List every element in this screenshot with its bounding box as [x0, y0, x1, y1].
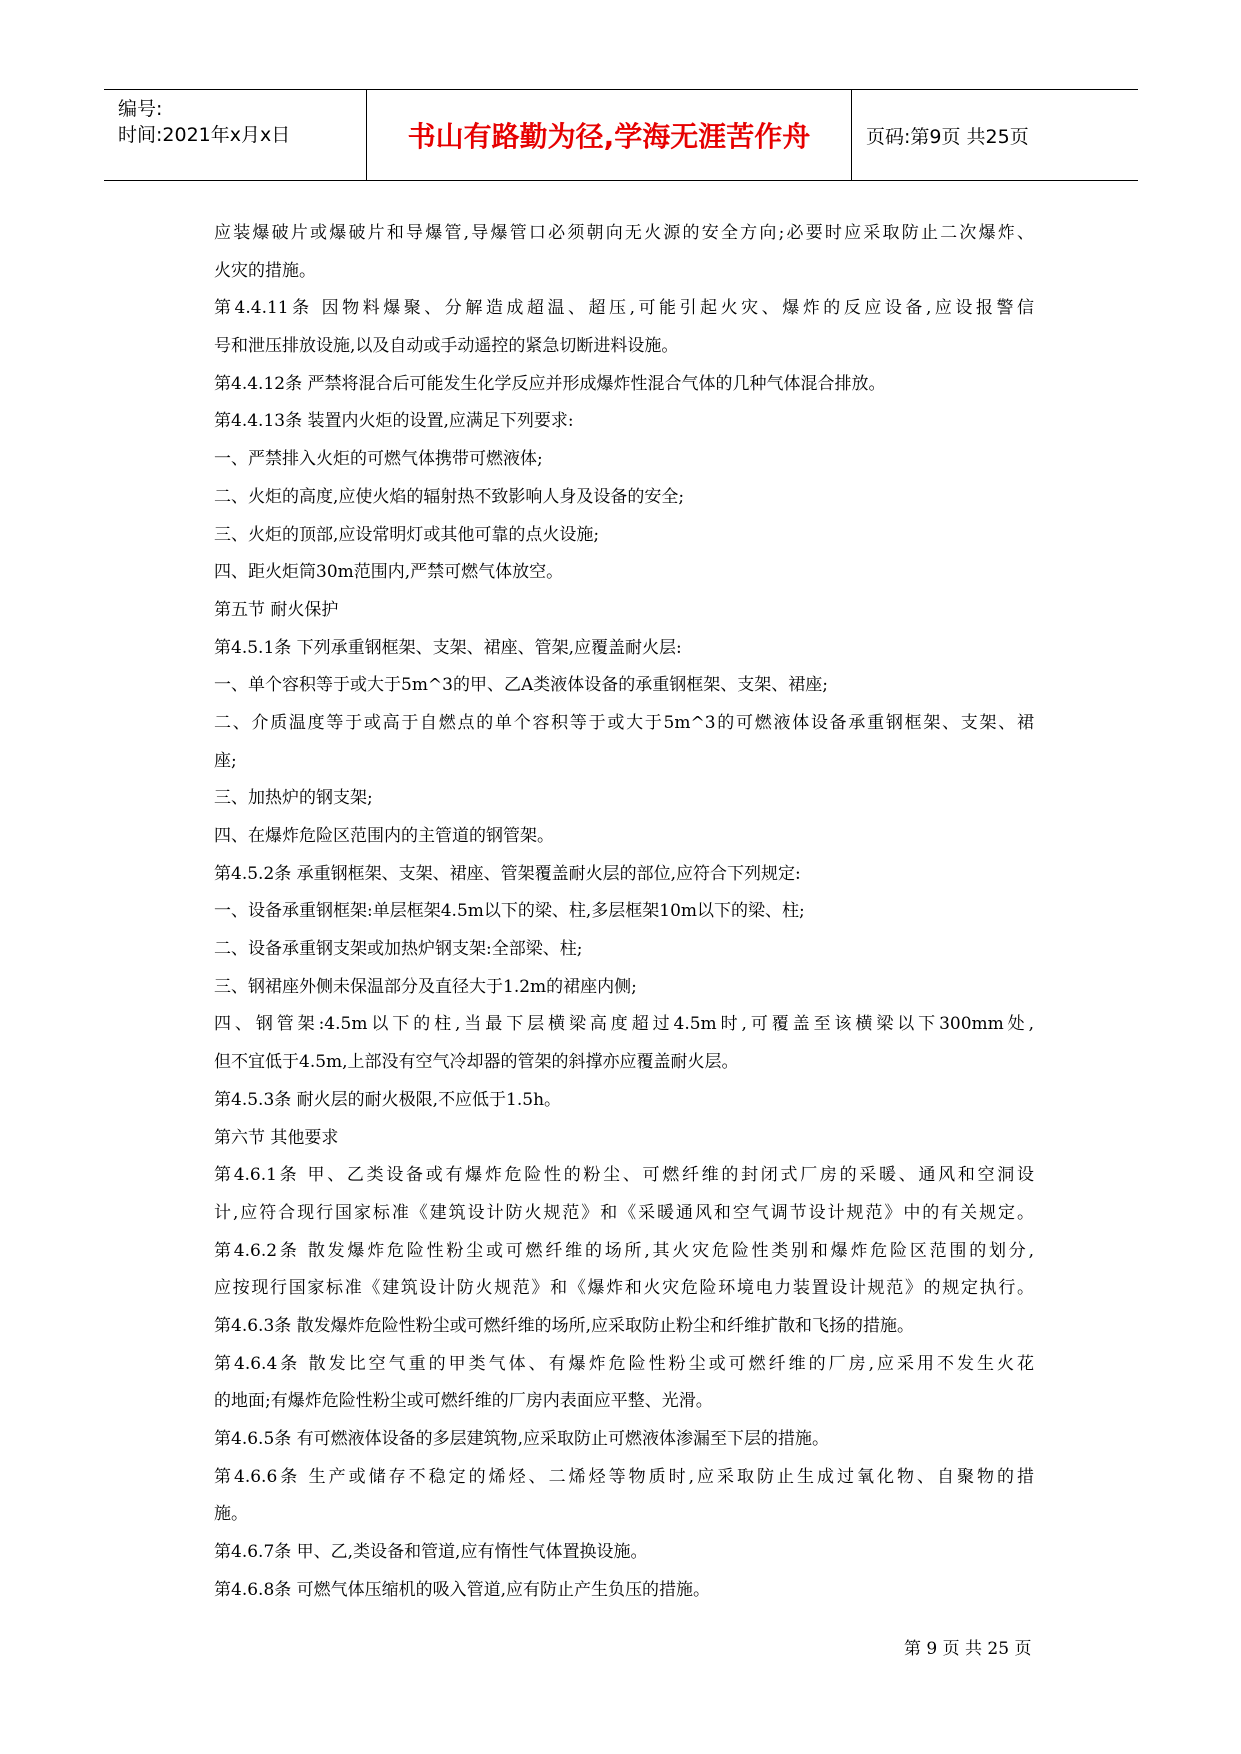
- text-line: 第4.4.13条 装置内火炬的设置,应满足下列要求:: [214, 411, 574, 432]
- text-line: 第五节 耐火保护: [214, 599, 339, 620]
- text-line: 第4.5.2条 承重钢框架、支架、裙座、管架覆盖耐火层的部位,应符合下列规定:: [214, 863, 801, 884]
- header-meta-cell: [104, 90, 367, 180]
- header-page-info: 页码:第9页 共25页: [866, 125, 1029, 148]
- document-body: [214, 215, 1034, 1609]
- text-line: 一、单个容积等于或大于5m^3的甲、乙A类液体设备的承重钢框架、支架、裙座;: [214, 675, 828, 696]
- text-line: 第六节 其他要求: [214, 1127, 339, 1148]
- text-line: 第4.5.3条 耐火层的耐火极限,不应低于1.5h。: [214, 1089, 562, 1110]
- text-line: 第4.6.5条 有可燃液体设备的多层建筑物,应采取防止可燃液体渗漏至下层的措施。: [214, 1429, 830, 1449]
- text-line: 座;: [214, 750, 237, 771]
- text-line: 第4.6.8条 可燃气体压缩机的吸入管道,应有防止产生负压的措施。: [214, 1579, 711, 1600]
- text-line: 但不宜低于4.5m,上部没有空气冷却器的管架的斜撑亦应覆盖耐火层。: [214, 1052, 739, 1073]
- header-motto: 书山有路勤为径,学海无涯苦作舟: [367, 90, 852, 180]
- text-line: 第4.6.3条 散发爆炸危险性粉尘或可燃纤维的场所,应采取防止粉尘和纤维扩散和飞扬的措施。: [214, 1315, 915, 1336]
- text-line: 一、设备承重钢框架:单层框架4.5m以下的梁、柱,多层框架10m以下的梁、柱;: [214, 901, 805, 922]
- text-line: 第4.6.1条 甲、乙类设备或有爆炸危险性的粉尘、可燃纤维的封闭式厂房的采暖、通风和空洞设: [214, 1165, 1034, 1186]
- document-time: 时间:2021年x月x日: [118, 124, 291, 146]
- text-line: 计,应符合现行国家标准《建筑设计防火规范》和《采暖通风和空气调节设计规范》中的有关规定。: [214, 1202, 1034, 1223]
- text-line: 的地面;有爆炸危险性粉尘或可燃纤维的厂房内表面应平整、光滑。: [214, 1391, 713, 1412]
- text-line: 四、钢管架:4.5m以下的柱,当最下层横梁高度超过4.5m时,可覆盖至该横梁以下300mm处,: [214, 1014, 1034, 1035]
- text-line: 四、距火炬筒30m范围内,严禁可燃气体放空。: [214, 562, 564, 583]
- page-header: [104, 89, 1138, 181]
- page-footer: 第 9 页 共 25 页: [904, 1639, 1032, 1659]
- text-line: 第4.4.12条 严禁将混合后可能发生化学反应并形成爆炸性混合气体的几种气体混合排放。: [214, 373, 886, 394]
- text-line: 一、严禁排入火炬的可燃气体携带可燃液体;: [214, 449, 543, 470]
- text-line: 第4.6.6条 生产或储存不稳定的烯烃、二烯烃等物质时,应采取防止生成过氧化物、自聚物的措: [214, 1466, 1034, 1487]
- text-line: 四、在爆炸危险区范围内的主管道的钢管架。: [214, 826, 554, 846]
- text-line: 第4.6.7条 甲、乙,类设备和管道,应有惰性气体置换设施。: [214, 1542, 648, 1563]
- text-line: 三、钢裙座外侧未保温部分及直径大于1.2m的裙座内侧;: [214, 976, 637, 997]
- text-line: 施。: [214, 1504, 248, 1525]
- text-line: 应按现行国家标准《建筑设计防火规范》和《爆炸和火灾危险环境电力装置设计规范》的规定执行。: [214, 1278, 1034, 1299]
- text-line: 第4.6.2条 散发爆炸危险性粉尘或可燃纤维的场所,其火灾危险性类别和爆炸危险区范围的划分,: [214, 1240, 1034, 1261]
- text-line: 三、加热炉的钢支架;: [214, 788, 373, 809]
- text-line: 第4.4.11条 因物料爆聚、分解造成超温、超压,可能引起火灾、爆炸的反应设备,应设报警信: [214, 298, 1034, 319]
- document-number-label: 编号:: [118, 98, 163, 120]
- text-line: 三、火炬的顶部,应设常明灯或其他可靠的点火设施;: [214, 524, 600, 545]
- text-line: 号和泄压排放设施,以及自动或手动遥控的紧急切断进料设施。: [214, 336, 679, 357]
- text-line: 二、火炬的高度,应使火焰的辐射热不致影响人身及设备的安全;: [214, 486, 685, 507]
- text-line: 二、设备承重钢支架或加热炉钢支架:全部梁、柱;: [214, 939, 583, 960]
- text-line: 应装爆破片或爆破片和导爆管,导爆管口必须朝向无火源的安全方向;必要时应采取防止二次爆炸、: [214, 223, 1034, 243]
- text-line: 二、介质温度等于或高于自燃点的单个容积等于或大于5m^3的可燃液体设备承重钢框架、支架、裙: [214, 712, 1034, 733]
- text-line: 第4.5.1条 下列承重钢框架、支架、裙座、管架,应覆盖耐火层:: [214, 637, 682, 658]
- text-line: 火灾的措施。: [214, 260, 316, 281]
- text-line: 第4.6.4条 散发比空气重的甲类气体、有爆炸危险性粉尘或可燃纤维的厂房,应采用不发生火花: [214, 1353, 1034, 1374]
